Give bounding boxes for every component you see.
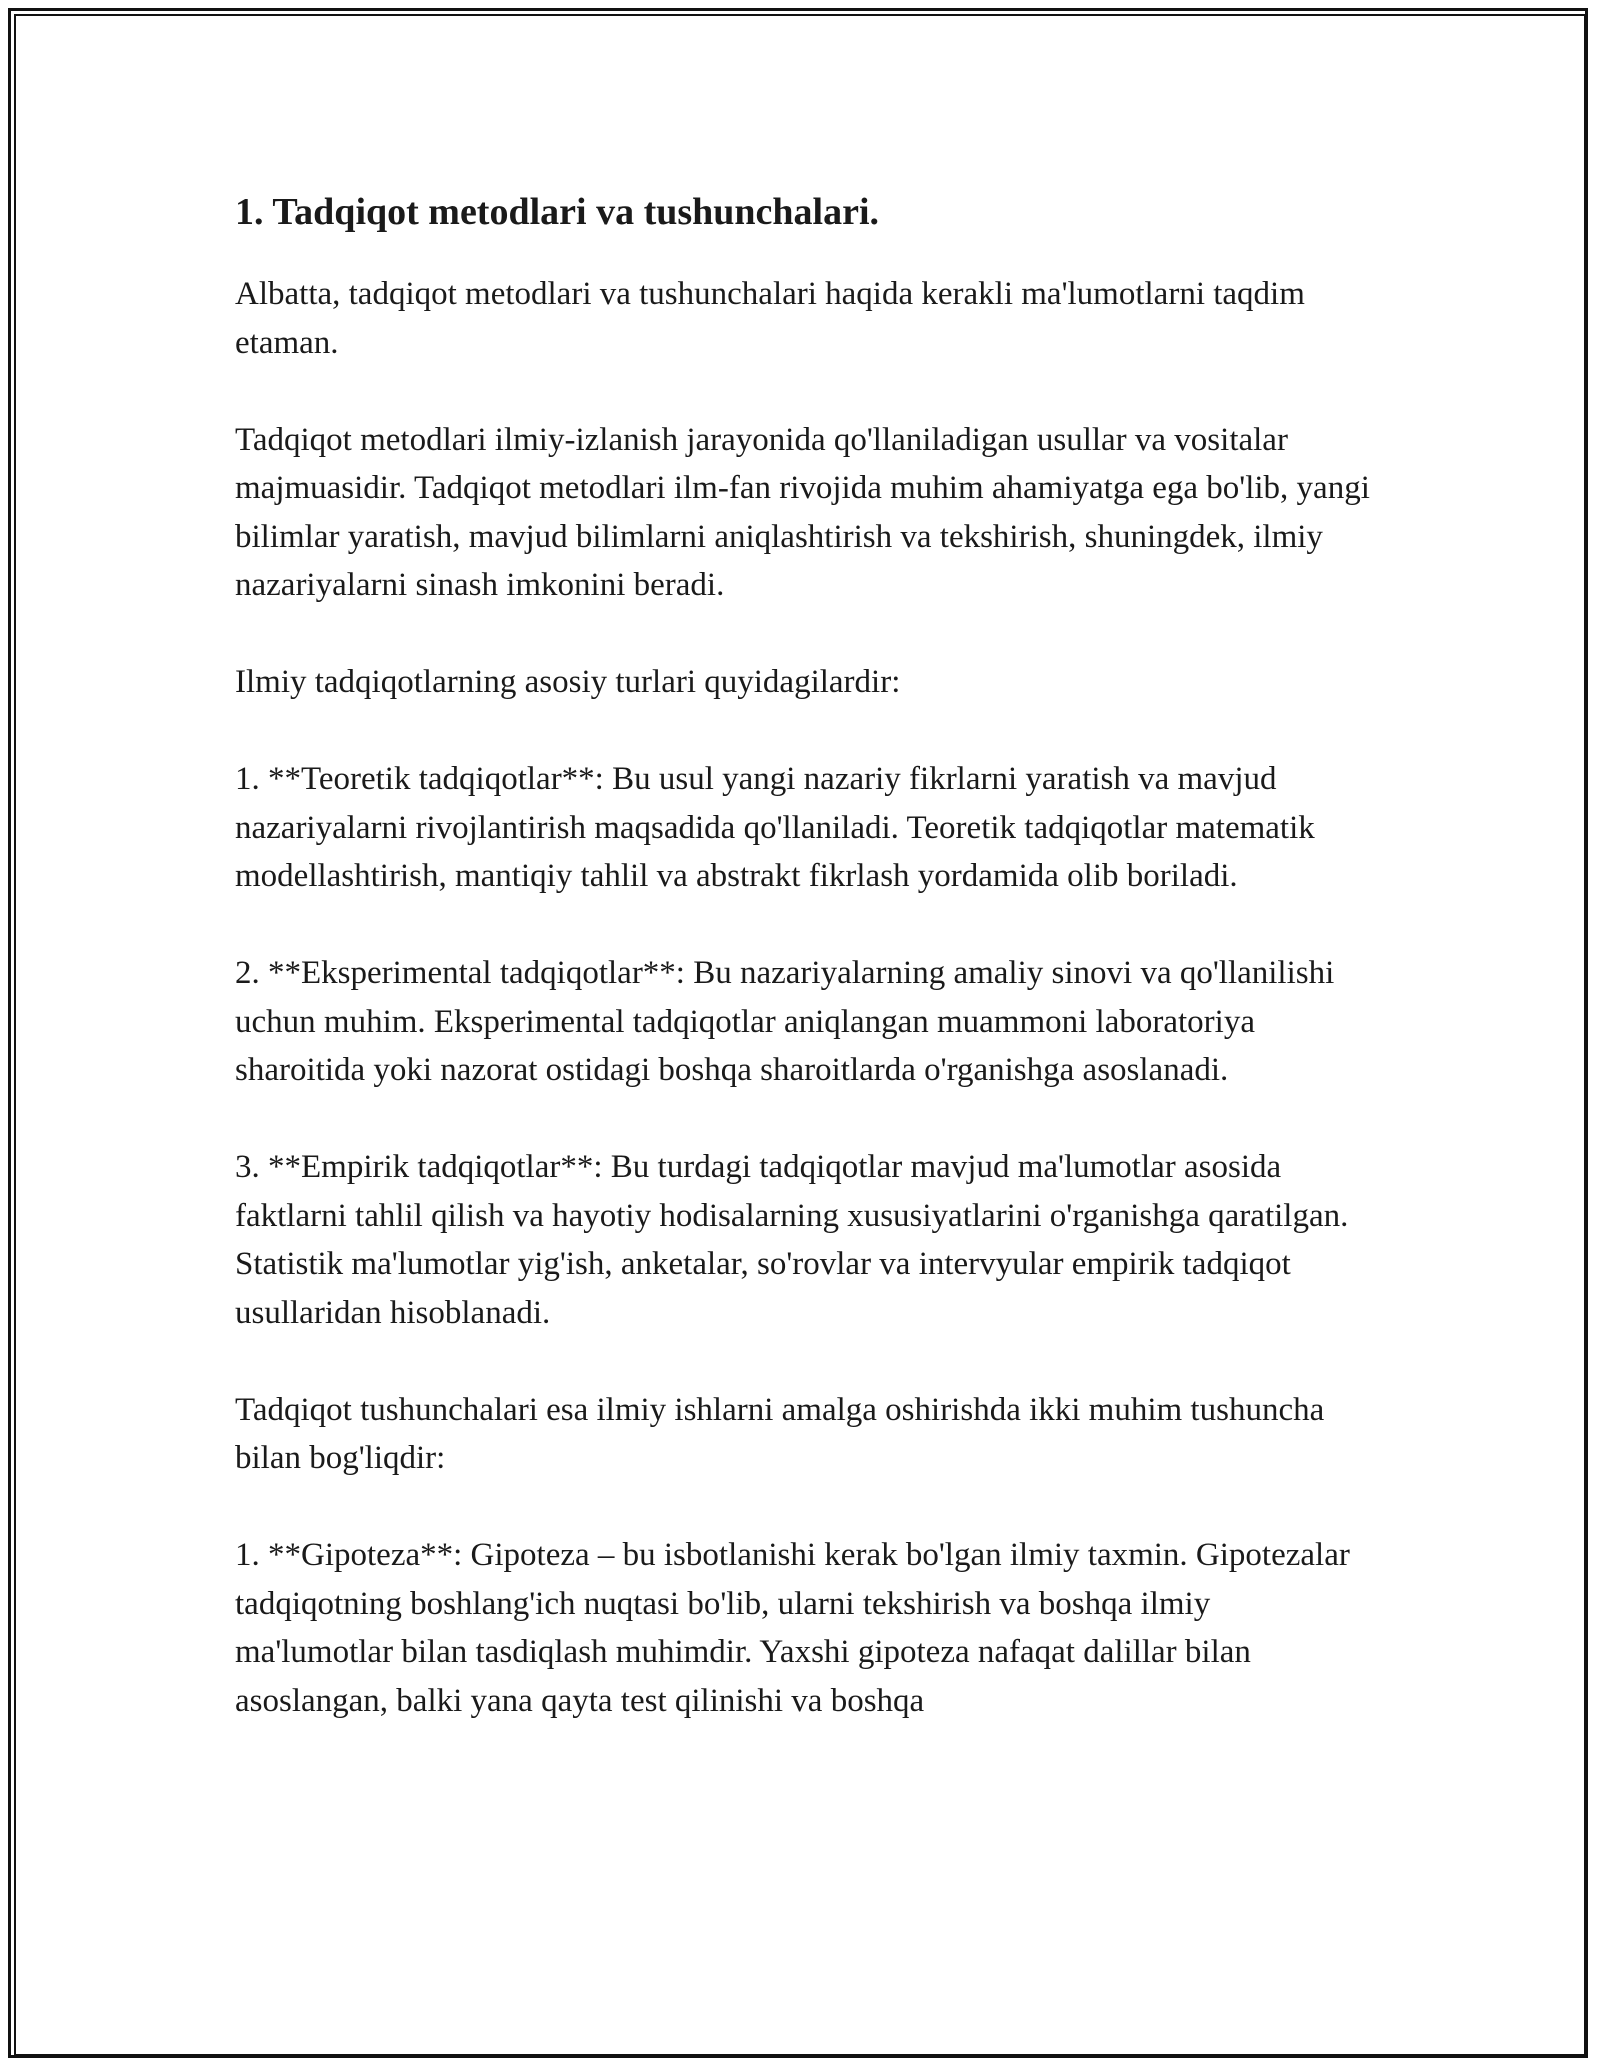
paragraph-concepts-intro: Tadqiqot tushunchalari esa ilmiy ishlarni amalga oshirishda ikki muhim tushuncha bilan bog'liqdir:: [235, 1391, 1325, 1476]
paragraph-intro: Albatta, tadqiqot metodlari va tushunchalari haqida kerakli ma'lumotlarni taqdim etaman.: [235, 276, 1305, 361]
paragraph-empirical-research: 3. **Empirik tadqiqotlar**: Bu turdagi tadqiqotlar mavjud ma'lumotlar asosida faktlarni tahlil qilish va hayotiy hodisalarning xususiyatlarini o'rganishga qaratilgan. Statistik ma'lumotlar yig'ish, anketalar, so'rovlar va intervyular empirik tadqiqot usullaridan hisoblanadi.: [235, 1149, 1349, 1331]
paragraph-experimental-research: 2. **Eksperimental tadqiqotlar**: Bu nazariyalarning amaliy sinovi va qo'llanilishi uchun muhim. Eksperimental tadqiqotlar aniqlangan muammoni laboratoriya sharoitida yoki nazorat ostidagi boshqa sharoitlarda o'rganishga asoslanadi.: [235, 955, 1335, 1088]
document-heading: 1. Tadqiqot metodlari va tushunchalari.: [235, 191, 880, 233]
paragraph-hypothesis: 1. **Gipoteza**: Gipoteza – bu isbotlanishi kerak bo'lgan ilmiy taxmin. Gipotezalar tadqiqotning boshlang'ich nuqtasi bo'lib, ularni tekshirish va boshqa ilmiy ma'lumotlar bilan tasdiqlash muhimdir. Yaxshi gipoteza nafaqat dalillar bilan asoslangan, balki yana qayta test qilinishi va boshqa: [235, 1537, 1350, 1719]
paragraph-theoretical-research: 1. **Teoretik tadqiqotlar**: Bu usul yangi nazariy fikrlarni yaratish va mavjud nazariyalarni rivojlantirish maqsadida qo'llaniladi. Teoretik tadqiqotlar matematik modellashtirish, mantiqiy tahlil va abstrakt fikrlash yordamida olib boriladi.: [235, 761, 1315, 894]
document-body: [235, 186, 1375, 1774]
paragraph-methods-definition: Tadqiqot metodlari ilmiy-izlanish jarayonida qo'llaniladigan usullar va vositalar majmuasidir. Tadqiqot metodlari ilm-fan rivojida muhim ahamiyatga ega bo'lib, yangi bilimlar yaratish, mavjud bilimlarni aniqlashtirish va tekshirish, shuningdek, ilmiy nazariyalarni sinash imkonini beradi.: [235, 421, 1370, 603]
paragraph-research-types-intro: Ilmiy tadqiqotlarning asosiy turlari quyidagilardir:: [235, 664, 901, 700]
